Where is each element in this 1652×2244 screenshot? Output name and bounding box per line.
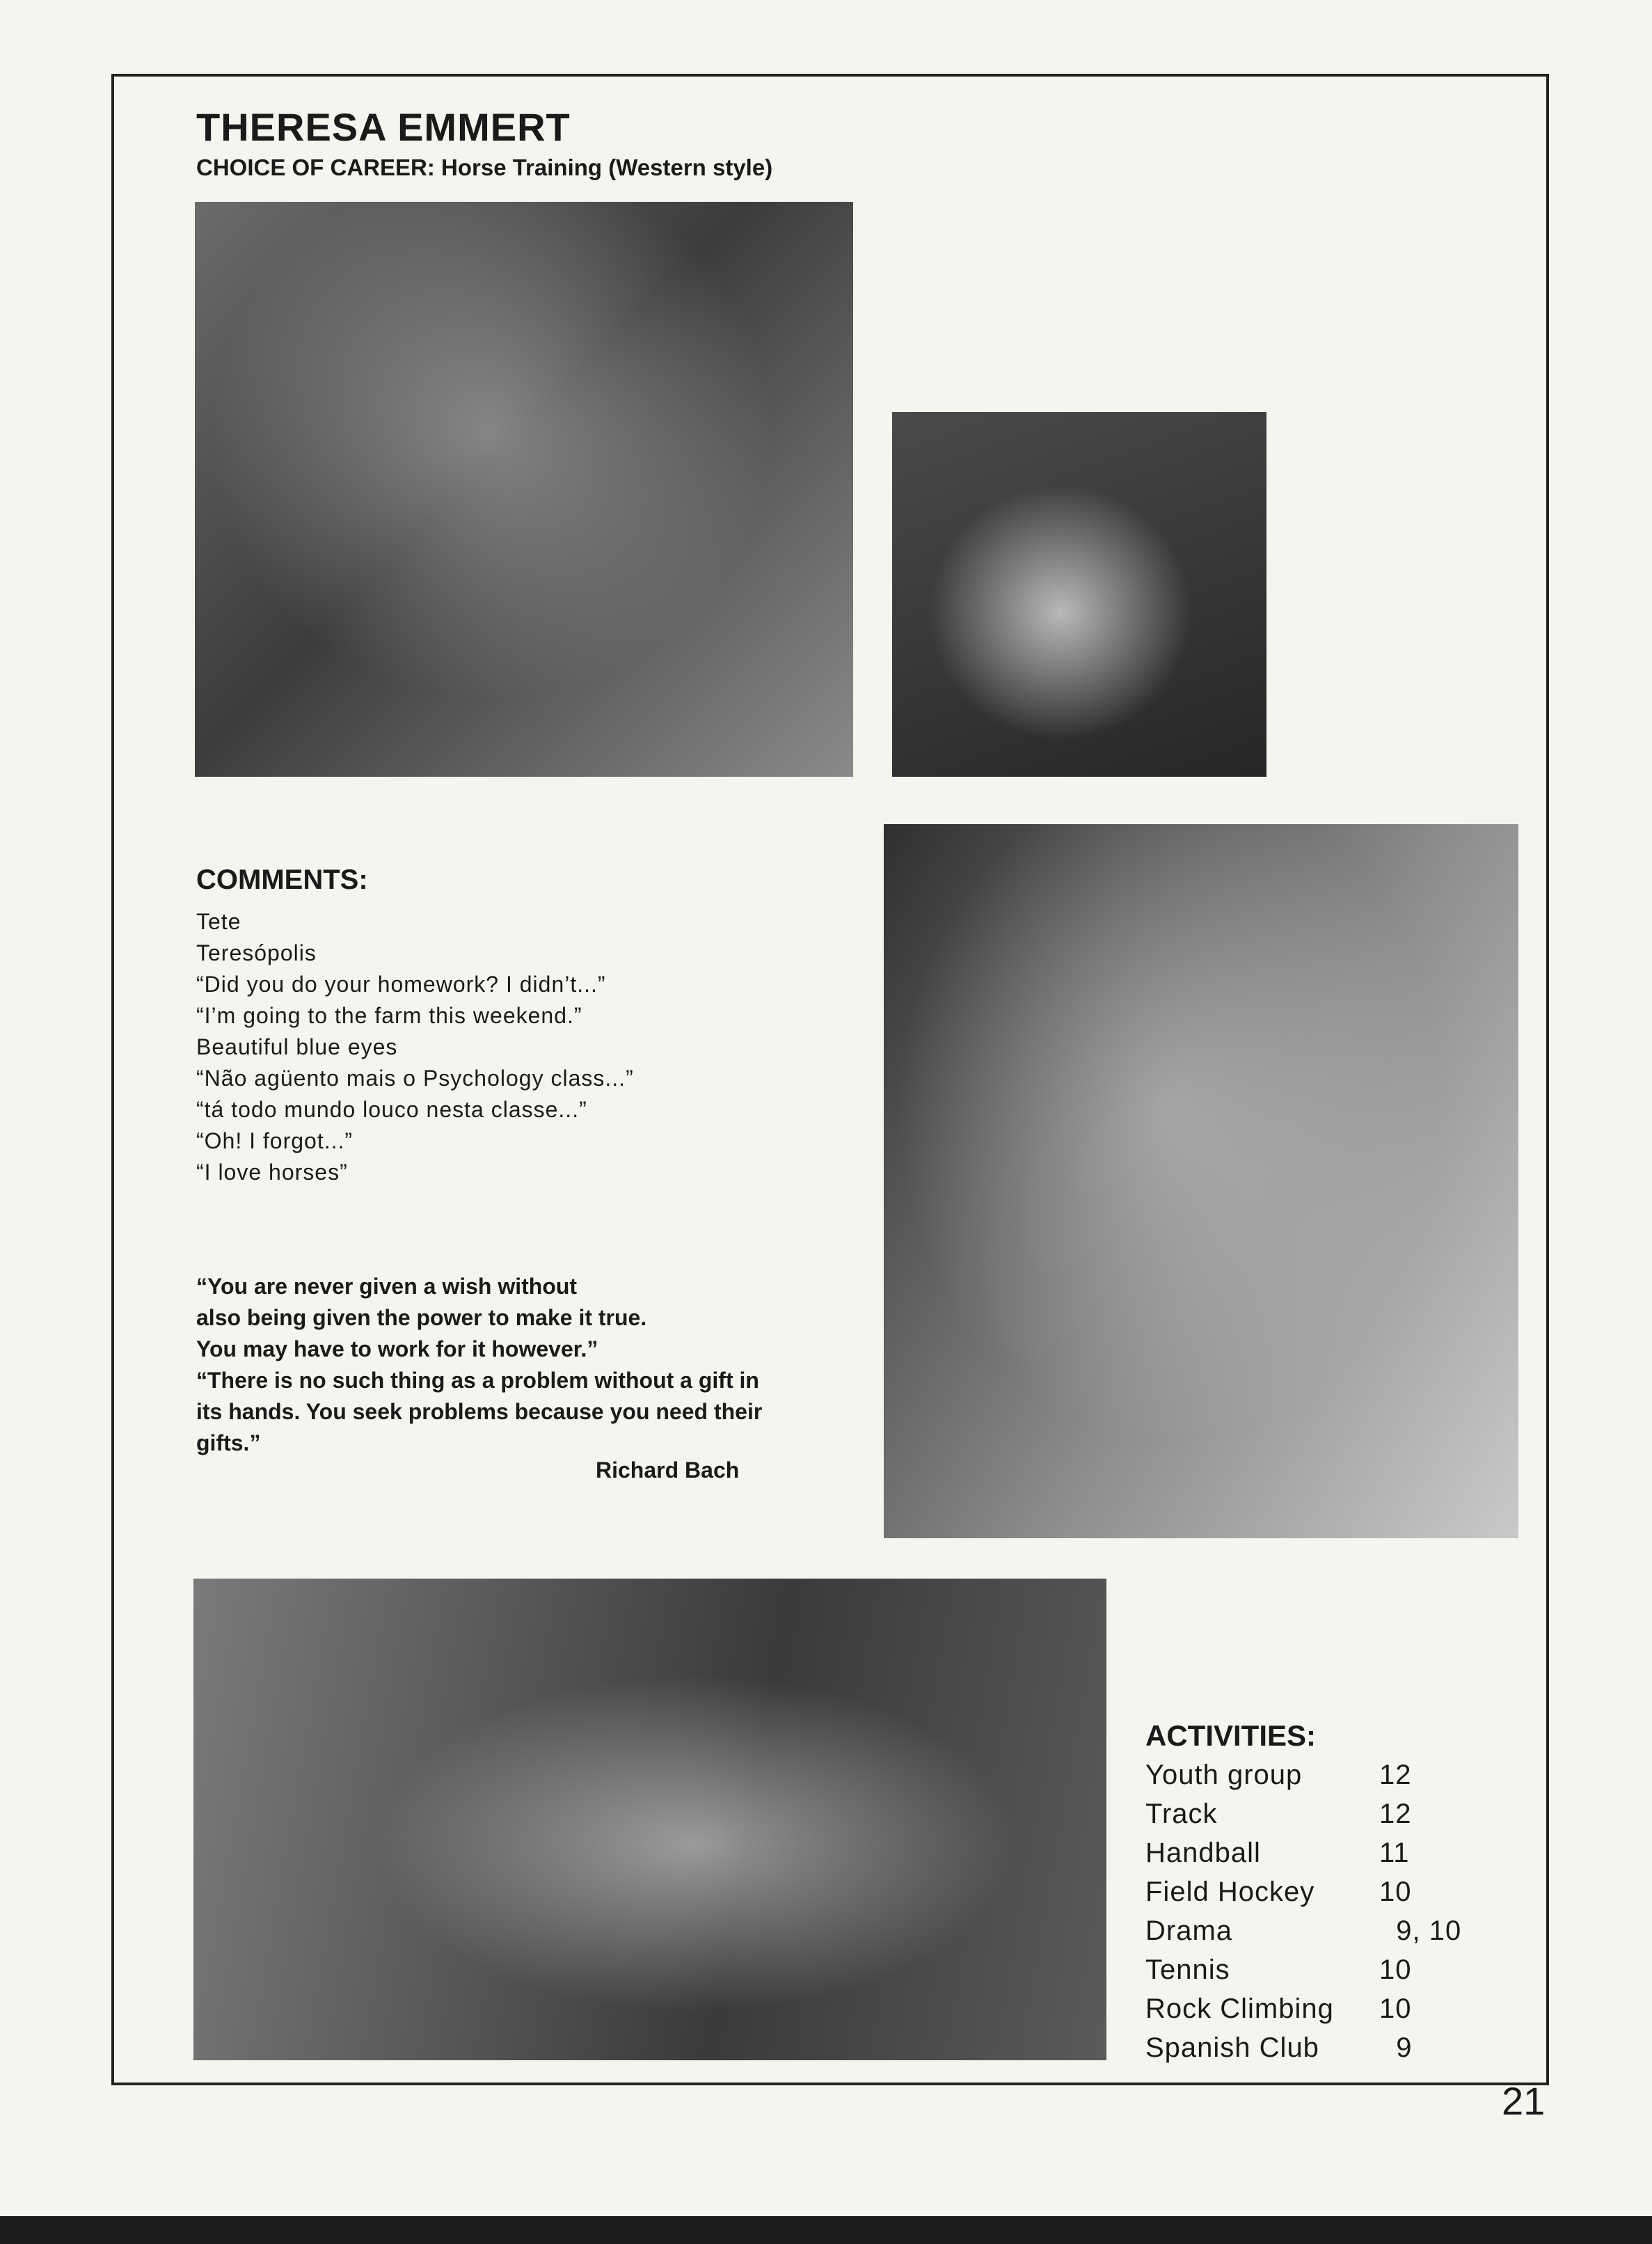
activity-name: Track <box>1145 1799 1218 1829</box>
quote-paragraph-2: “There is no such thing as a problem without a gift in its hands. You seek problems because you need their gifts.” <box>196 1368 763 1455</box>
activity-years: 12 <box>1379 1799 1412 1829</box>
baby-photo <box>892 412 1266 777</box>
activity-years: 11 <box>1379 1838 1410 1868</box>
activity-row <box>1145 1872 1479 1911</box>
quote-author: Richard Bach <box>596 1457 740 1483</box>
comment-line: “Não agüento mais o Psychology class...” <box>196 1066 634 1091</box>
activity-years: 10 <box>1379 1876 1412 1907</box>
activity-name: Field Hockey <box>1145 1876 1315 1907</box>
activity-row <box>1145 1911 1479 1950</box>
activity-name: Drama <box>1145 1915 1233 1946</box>
activities-heading: ACTIVITIES: <box>1145 1719 1317 1752</box>
comment-line: Beautiful blue eyes <box>196 1034 398 1059</box>
page-number: 21 <box>1502 2079 1546 2123</box>
comment-line: Tete <box>196 909 241 934</box>
quote-paragraph-1: “You are never given a wish without also being given the power to make it true. You may have to work for it however.” <box>196 1274 647 1361</box>
comment-line: “Did you do your homework? I didn’t...” <box>196 972 606 997</box>
quote-block <box>196 1271 823 1459</box>
comment-line: “tá todo mundo louco nesta classe...” <box>196 1097 587 1122</box>
activity-row <box>1145 1794 1479 1833</box>
comment-line: “I love horses” <box>196 1160 348 1185</box>
activity-row <box>1145 1950 1479 1989</box>
activity-name: Spanish Club <box>1145 2032 1319 2063</box>
career-choice: CHOICE OF CAREER: Horse Training (Western style) <box>196 155 773 180</box>
girl-sleeping-on-bus-photo <box>195 202 853 777</box>
activity-row <box>1145 1755 1479 1794</box>
activity-name: Rock Climbing <box>1145 1993 1334 2024</box>
activity-name: Tennis <box>1145 1954 1230 1985</box>
activity-years: 10 <box>1379 1993 1412 2024</box>
comments-heading: COMMENTS: <box>196 864 368 895</box>
activity-years: 9 <box>1379 2032 1413 2063</box>
activity-row <box>1145 1833 1479 1872</box>
activities-list <box>1145 1755 1479 2067</box>
activity-name: Youth group <box>1145 1760 1303 1790</box>
activity-years: 9, 10 <box>1379 1915 1462 1946</box>
girl-in-hat-holding-books-photo <box>884 824 1518 1538</box>
activity-row <box>1145 2028 1479 2067</box>
activity-years: 10 <box>1379 1954 1412 1985</box>
comment-line: Teresópolis <box>196 940 317 965</box>
girl-in-library-photo <box>193 1579 1106 2060</box>
comment-line: “Oh! I forgot...” <box>196 1128 354 1153</box>
comment-line: “I’m going to the farm this weekend.” <box>196 1003 582 1028</box>
student-name: THERESA EMMERT <box>196 105 571 149</box>
activity-row <box>1145 1989 1479 2028</box>
scan-edge <box>0 2216 1652 2244</box>
activity-name: Handball <box>1145 1838 1261 1868</box>
activity-years: 12 <box>1379 1760 1412 1790</box>
comments-list <box>196 906 634 1188</box>
